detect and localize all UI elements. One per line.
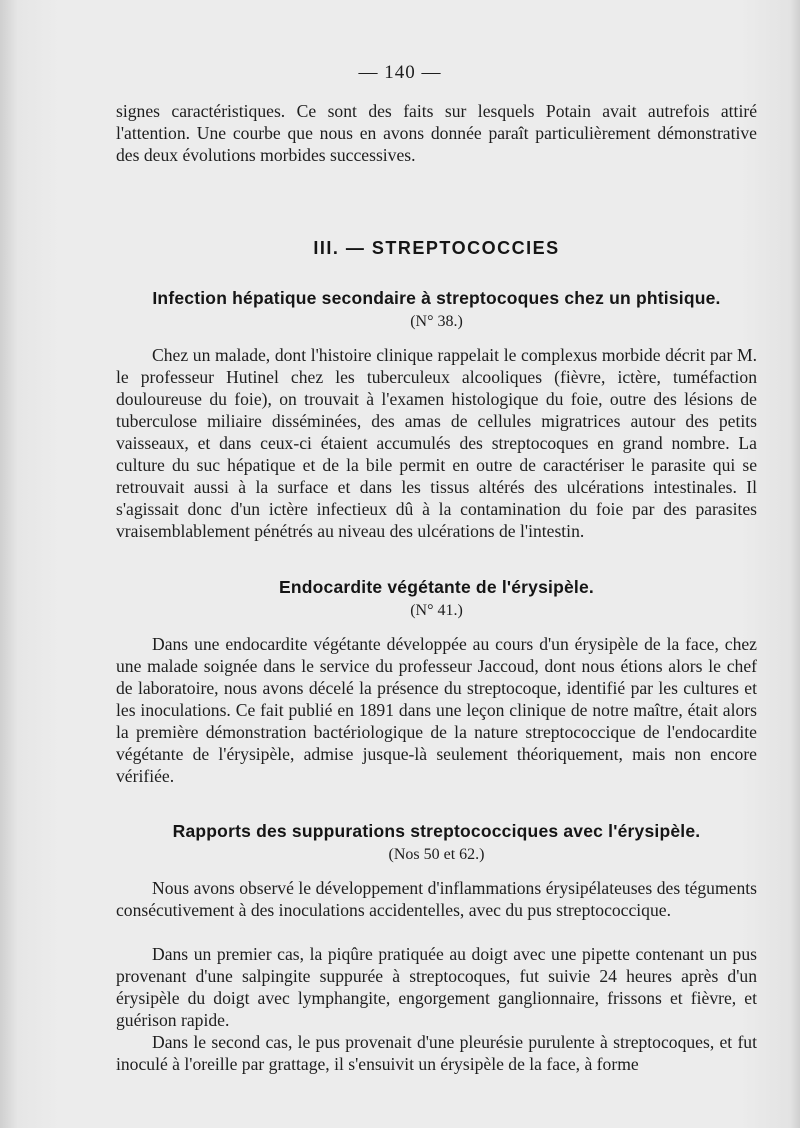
subsection-title-suppurations: Rapports des suppurations streptococciques avec l'érysipèle. xyxy=(172,821,701,841)
page-number: — 140 — xyxy=(358,62,442,83)
section-title: III. — STREPTOCOCCIES xyxy=(313,238,560,258)
subsection-ref-41: (N° 41.) xyxy=(410,602,463,619)
paragraph-suppurations-intro: Nous avons observé le développement d'inflammations érysipélateuses des téguments consécutivement à des inoculations accidentelles, avec du pus streptococcique. xyxy=(116,878,757,920)
subsection-ref-50-62: (Nos 50 et 62.) xyxy=(388,846,485,863)
intro-paragraph: signes caractéristiques. Ce sont des faits sur lesquels Potain avait autrefois attiré l'attention. Une courbe que nous en avons donnée paraît particulièrement démonstrative des deux évolutions morbides successives. xyxy=(116,101,757,165)
paragraph-premier-cas: Dans un premier cas, la piqûre pratiquée au doigt avec une pipette contenant un pus provenant d'une salpingite suppurée à streptocoques, fut suivie 24 heures après d'un érysipèle du doigt avec lymphangite, engorgement ganglionnaire, frissons et fièvre, et guérison rapide. xyxy=(116,944,757,1030)
paragraph-hepatique: Chez un malade, dont l'histoire clinique rappelait le complexus morbide décrit par M. le professeur Hutinel chez les tuberculeux alcooliques (fièvre, ictère, tuméfaction douloureuse du foie), on trouvait à l'examen histologique du foie, outre des lésions de tuberculose miliaire disséminées, des amas de cellules migratrices autour des petits vaisseaux, et dans ceux-ci étaient accumulés des streptocoques en grand nombre. La culture du suc hépatique et de la bile permit en outre de caractériser le parasite qui se retrouvait aussi à la surface et dans les tissus altérés des ulcérations intestinales. Il s'agissait donc d'un ictère infectieux dû à la contamination du foie par des parasites vraisemblablement pénétrés au niveau des ulcérations de l'intestin. xyxy=(116,345,757,541)
subsection-title-hepatique: Infection hépatique secondaire à streptocoques chez un phtisique. xyxy=(152,288,721,308)
subsection-title-endocardite: Endocardite végétante de l'érysipèle. xyxy=(278,577,594,597)
paragraph-second-cas: Dans le second cas, le pus provenait d'une pleurésie purulente à streptocoques, et fut inoculé à l'oreille par grattage, il s'ensuivit un érysipèle de la face, à forme xyxy=(116,1032,757,1074)
paragraph-endocardite: Dans une endocardite végétante développée au cours d'un érysipèle de la face, chez une malade soignée dans le service du professeur Jaccoud, dont nous étions alors le chef de laboratoire, nous avons décelé la présence du streptocoque, identifié par les cultures et les inoculations. Ce fait publié en 1891 dans une leçon clinique de notre maître, était alors la première démonstration bactériologique de la nature streptococcique de l'endocardite végétante de l'érysipèle, admise jusque-là seulement théoriquement, mais non encore vérifiée. xyxy=(116,634,757,786)
subsection-ref-38: (N° 38.) xyxy=(410,313,463,330)
